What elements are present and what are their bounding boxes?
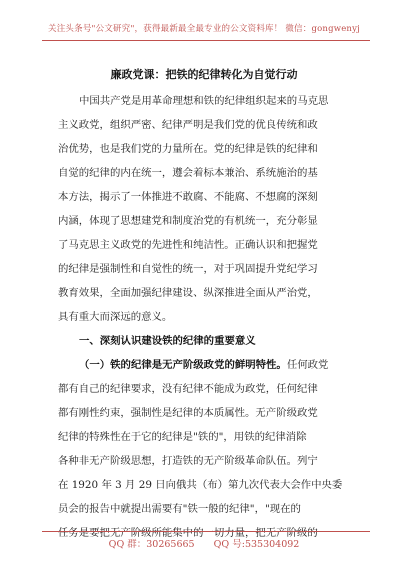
subsection-heading: （一）铁的纪律是无产阶级政党的鲜明特性。 bbox=[79, 359, 287, 371]
paragraph-line: 中国共产党是用革命理想和铁的纪律组织起来的马克思 bbox=[79, 95, 329, 107]
header-note: 关注头条号"公文研究"，获得最新最全最专业的公文资料库！ 微信：gongwenyj bbox=[48, 24, 360, 34]
paragraph-line: 各种非无产阶级思想，打造铁的无产阶级革命队伍。列宁 bbox=[58, 455, 318, 467]
document-title: 廉政党课：把铁的纪律转化为自觉行动 bbox=[110, 68, 298, 81]
section-heading: 一、深刻认识建设铁的纪律的重要意义 bbox=[79, 335, 256, 347]
subsection-line bbox=[58, 353, 356, 377]
paragraph-line: 纪律的特殊性在于它的纪律是"铁的"，用铁的纪律消除 bbox=[58, 431, 307, 443]
paragraph-line: 主义政党，组织严密、纪律严明是我们党的优良传统和政 bbox=[58, 119, 318, 131]
paragraph-line: 任务是要把无产阶级所能集中的一切力量，把无产阶级的 bbox=[58, 527, 318, 539]
paragraph-line: 都有自己的纪律要求，没有纪律不能成为政党，任何纪律 bbox=[58, 383, 318, 395]
paragraph-line: 具有重大而深远的意义。 bbox=[58, 311, 173, 323]
footer-qq-number: QQ 号:535304092 bbox=[213, 539, 300, 550]
paragraph-line: 内涵，体现了思想建党和制度治党的有机统一，充分彰显 bbox=[58, 215, 318, 227]
footer bbox=[0, 536, 408, 550]
document-body bbox=[58, 89, 356, 545]
paragraph-line: 本方法，揭示了一体推进不敢腐、不能腐、不想腐的深刻 bbox=[58, 191, 318, 203]
paragraph-line: 教育效果，全面加强纪律建设、纵深推进全面从严治党， bbox=[58, 287, 318, 299]
paragraph-line: 都有刚性约束，强制性是纪律的本质属性。无产阶级政党 bbox=[58, 407, 318, 419]
footer-divider bbox=[42, 531, 370, 532]
header-divider bbox=[42, 40, 370, 41]
paragraph-line: 自觉的纪律的内在统一，遵会着标本兼治、系统施治的基 bbox=[58, 167, 318, 179]
paragraph-line: 员会的报告中就提出需要有"铁一般的纪律"，"现在的 bbox=[58, 503, 301, 515]
footer-qq-group: QQ 群：30265665 bbox=[108, 539, 195, 550]
paragraph-line: 的纪律是强制性和自觉性的统一，对于巩固提升党纪学习 bbox=[58, 263, 318, 275]
paragraph-line: 了马克思主义政党的先进性和纯洁性。正确认识和把握党 bbox=[58, 239, 318, 251]
paragraph-text: 任何政党 bbox=[286, 359, 329, 371]
paragraph-line: 在 1920 年 3 月 29 日向俄共（布）第九次代表大会作中央委 bbox=[58, 479, 343, 491]
paragraph-line: 治优势，也是我们党的力量所在。党的纪律是铁的纪律和 bbox=[58, 143, 318, 155]
